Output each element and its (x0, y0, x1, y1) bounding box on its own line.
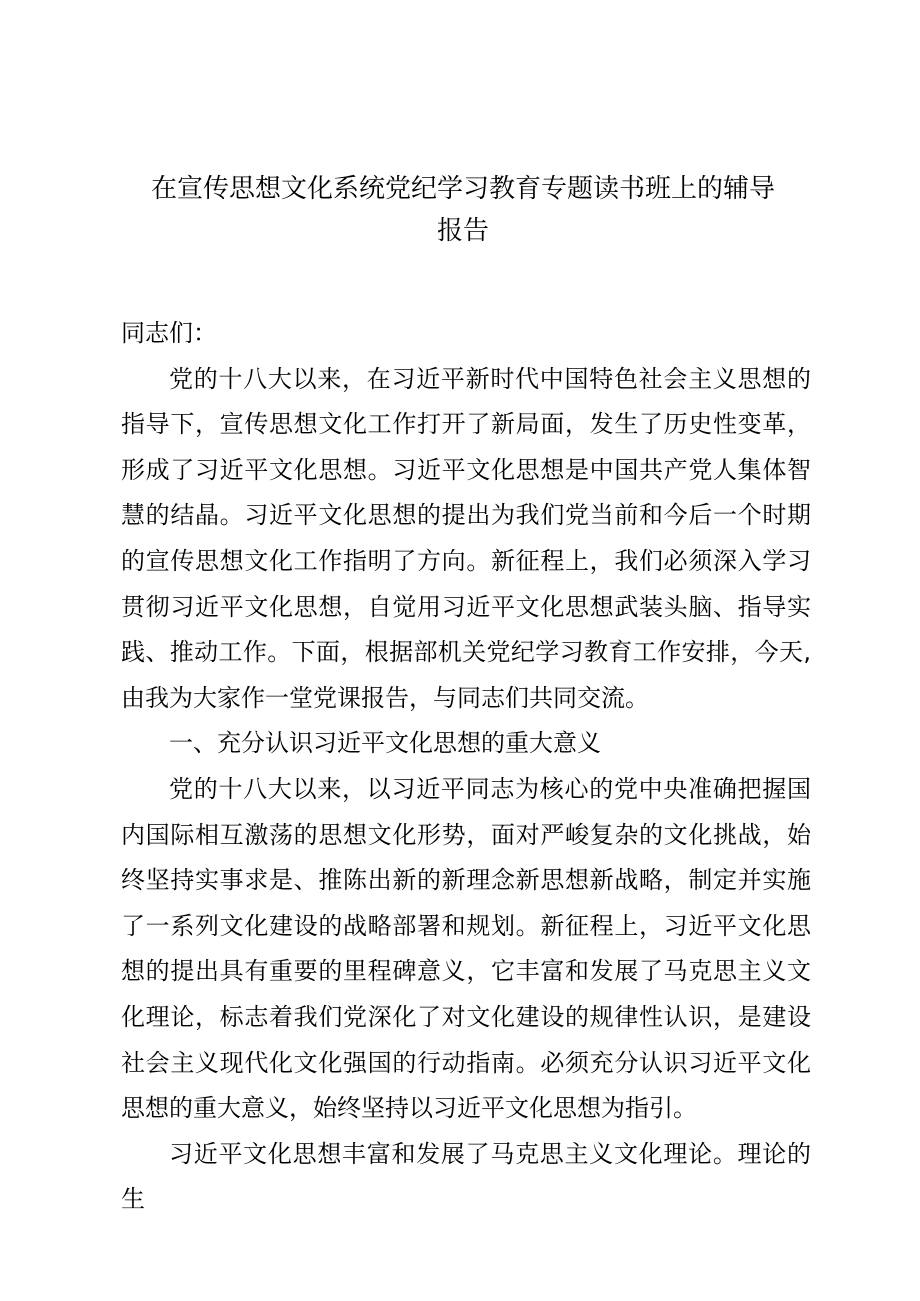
paragraph-intro: 党的十八大以来，在习近平新时代中国特色社会主义思想的指导下，宣传思想文化工作打开了新局面，发生了历史性变革，形成了习近平文化思想。习近平文化思想是中国共产党人集体智慧的结晶。习近平文化思想的提出为我们党当前和今后一个时期的宣传思想文化工作指明了方向。新征程上，我们必须深入学习贯彻习近平文化思想，自觉用习近平文化思想武装头脑、指导实践、推动工作。下面，根据部机关党纪学习教育工作安排，今天,由我为大家作一堂党课报告，与同志们共同交流。 (121, 364, 811, 712)
document-title (120, 168, 806, 252)
section-heading-1: 一、充分认识习近平文化思想的重大意义 (169, 729, 601, 758)
paragraph-significance: 党的十八大以来，以习近平同志为核心的党中央准确把握国内国际相互激荡的思想文化形势，面对严峻复杂的文化挑战，始终坚持实事求是、推陈出新的新理念新思想新战略，制定并实施了一系列文化建设的战略部署和规划。新征程上，习近平文化思想的提出具有重要的里程碑意义，它丰富和发展了马克思主义文化理论，标志着我们党深化了对文化建设的规律性认识，是建设社会主义现代化文化强国的行动指南。必须充分认识习近平文化思想的重大意义，始终坚持以习近平文化思想为指引。 (121, 774, 811, 1123)
paragraph-theory: 习近平文化思想丰富和发展了马克思主义文化理论。理论的生 (121, 1139, 811, 1214)
title-line-1: 在宣传思想文化系统党纪学习教育专题读书班上的辅导 (150, 174, 775, 204)
title-line-2: 报告 (436, 216, 489, 246)
document-body (121, 311, 811, 1223)
salutation: 同志们： (121, 319, 217, 347)
